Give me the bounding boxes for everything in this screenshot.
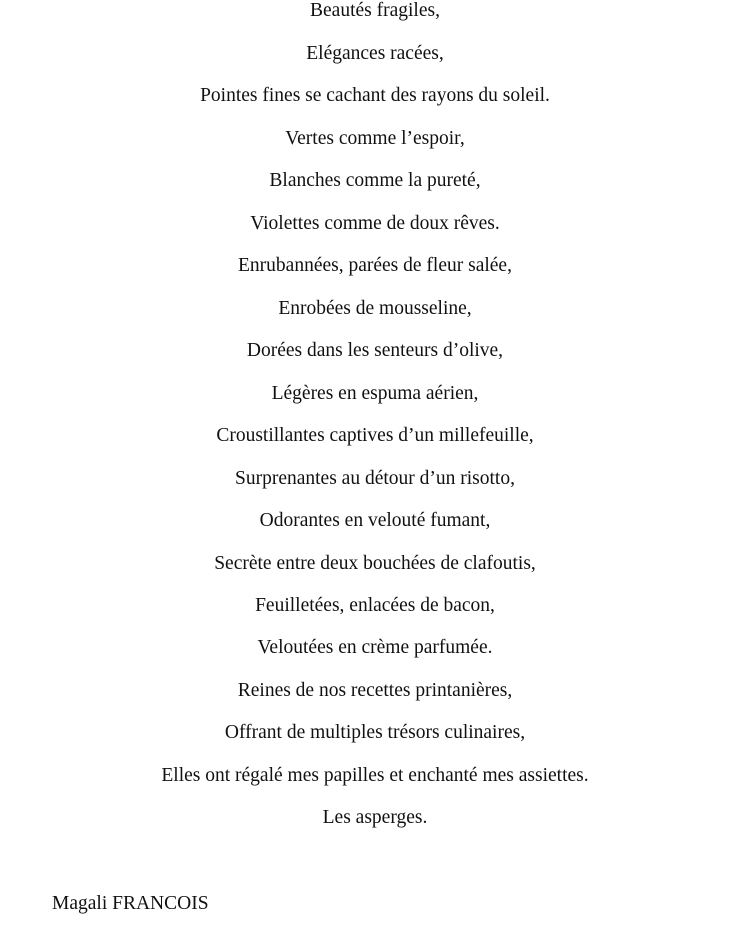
poem-line: Surprenantes au détour d’un risotto,: [235, 468, 515, 489]
poem-line: Reines de nos recettes printanières,: [237, 680, 513, 701]
poem-line: Enrubannées, parées de fleur salée,: [238, 255, 512, 276]
poem-line: Odorantes en velouté fumant,: [259, 510, 491, 531]
poem-line: Enrobées de mousseline,: [278, 298, 472, 319]
poem-line: Feuilletées, enlacées de bacon,: [255, 595, 495, 616]
poem-line: Légères en espuma aérien,: [271, 383, 479, 404]
poem-line: Vertes comme l’espoir,: [285, 128, 465, 149]
poem-line: Elégances racées,: [306, 43, 444, 64]
poem-line: Secrète entre deux bouchées de clafoutis,: [214, 553, 536, 574]
poem-line: Beautés fragiles,: [310, 0, 440, 21]
poem-line: Les asperges.: [322, 807, 428, 828]
author-signature: Magali FRANCOIS: [52, 893, 209, 914]
poem-line: Elles ont régalé mes papilles et enchanté mes assiettes.: [161, 765, 589, 786]
poem-line: Offrant de multiples trésors culinaires,: [224, 722, 526, 743]
poem-line: Veloutées en crème parfumée.: [257, 637, 493, 658]
poem-line: Dorées dans les senteurs d’olive,: [246, 340, 504, 361]
poem-line: Violettes comme de doux rêves.: [250, 213, 500, 234]
poem-line: Croustillantes captives d’un millefeuille,: [216, 425, 534, 446]
poem-line: Blanches comme la pureté,: [269, 170, 481, 191]
poem-line: Pointes fines se cachant des rayons du soleil.: [200, 85, 550, 106]
